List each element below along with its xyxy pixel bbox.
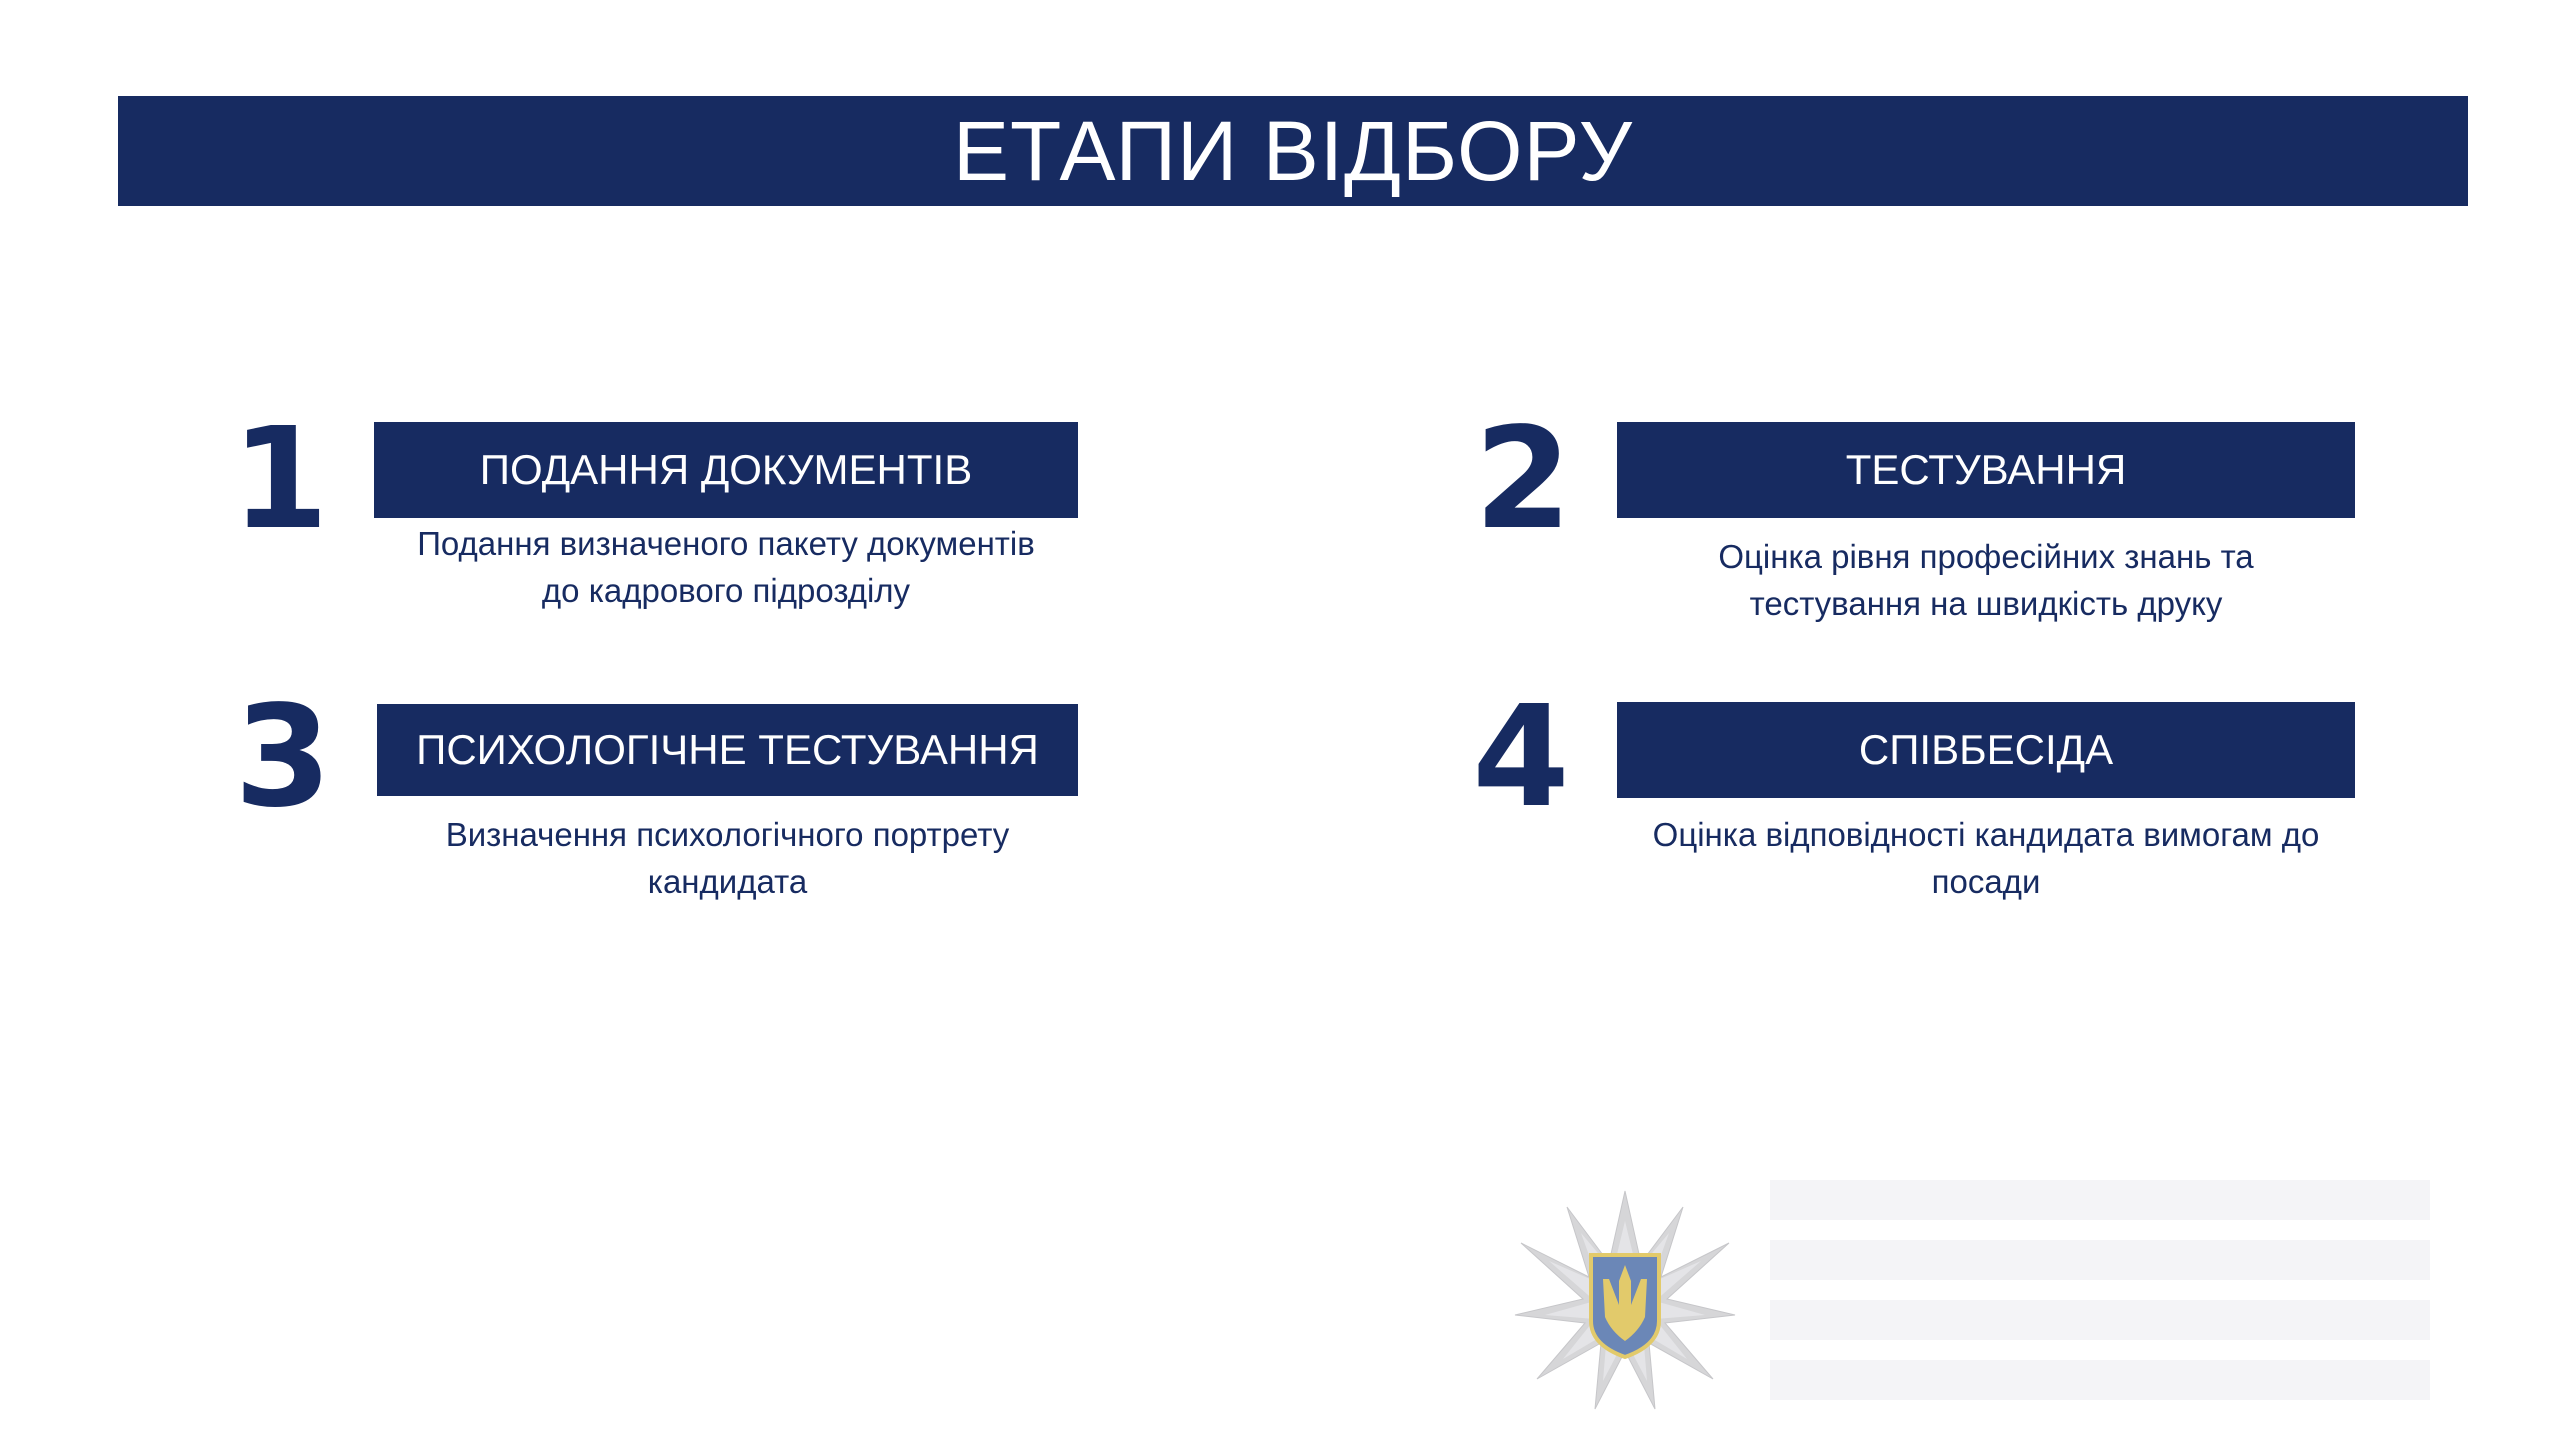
stage-4-number: 4 <box>1472 676 1570 839</box>
police-star-emblem-icon <box>1512 1188 1738 1414</box>
page-title: ЕТАПИ ВІДБОРУ <box>118 96 2468 206</box>
stage-2-description: Оцінка рівня професійних знань та тестування на швидкість друку <box>1718 538 2254 622</box>
faded-watermark-block <box>1770 1180 2430 1420</box>
stage-3-number: 3 <box>234 676 332 839</box>
stage-4-heading: СПІВБЕСІДА <box>1617 702 2355 798</box>
stage-1-number: 1 <box>231 398 329 561</box>
stage-1-heading: ПОДАННЯ ДОКУМЕНТІВ <box>374 422 1078 518</box>
stage-4-description: Оцінка відповідності кандидата вимогам до посади <box>1652 816 2320 900</box>
stage-2-number: 2 <box>1474 398 1572 561</box>
stage-3-heading: ПСИХОЛОГІЧНЕ ТЕСТУВАННЯ <box>377 704 1078 796</box>
stage-2-heading: ТЕСТУВАННЯ <box>1617 422 2355 518</box>
stage-3-description: Визначення психологічного портрету кандидата <box>445 816 1010 900</box>
stage-1-description: Подання визначеного пакету документів до кадрового підрозділу <box>417 525 1035 609</box>
